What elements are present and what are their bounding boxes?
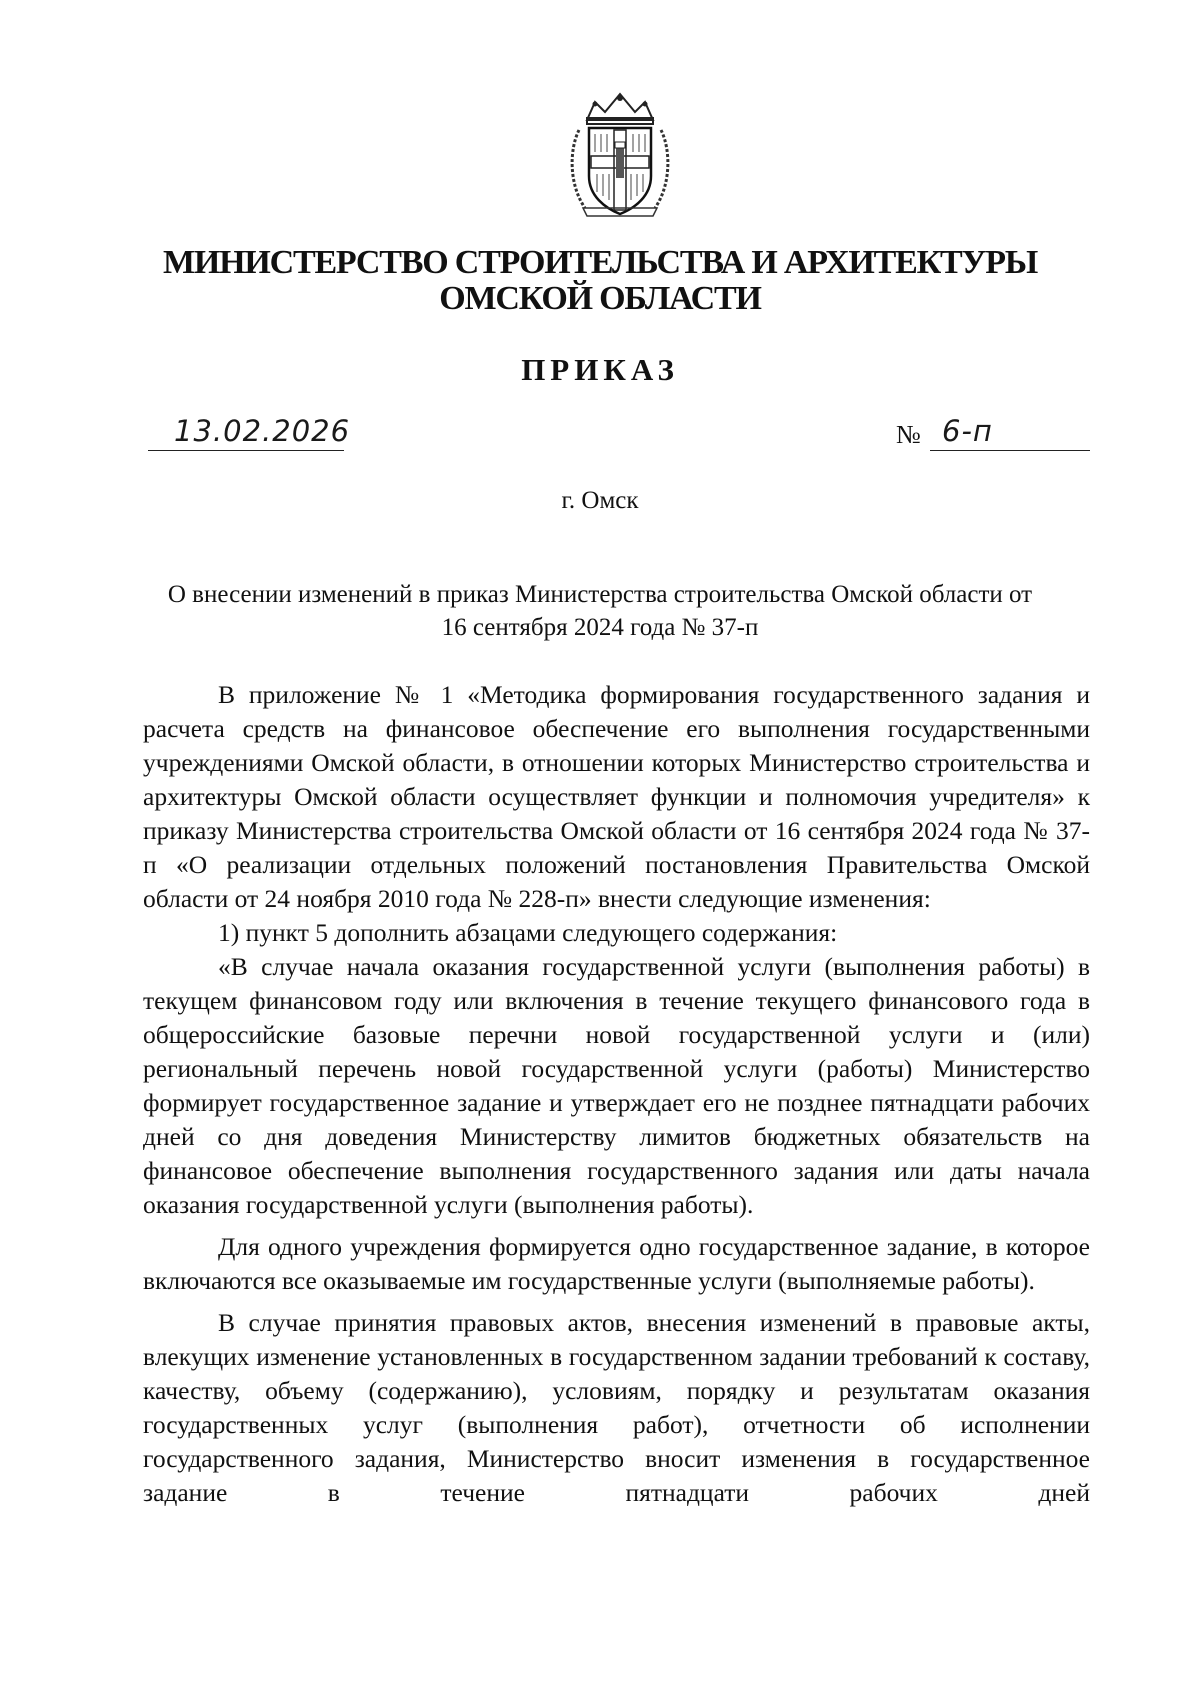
city-line: г. Омск: [561, 487, 639, 514]
order-date: 13.02.2026: [174, 414, 351, 448]
document-type-heading: ПРИКАЗ: [521, 352, 679, 387]
coat-of-arms-emblem: [565, 90, 675, 220]
order-number-field: [930, 414, 1090, 451]
paragraph-quote-start: «В случае начала оказания государственной услуги (выполнения работы) в текущем финансовом году или включения в течение текущего финансового года в общероссийские базовые перечни новой государственной услуги и (или) региональный перечень новой государственной услуги (работы) Министерство формирует государственное задание и утверждает его не позднее пятнадцати рабочих дней со дня доведения Министерству лимитов бюджетных обязательств на финансовое обеспечение выполнения государственного задания или даты начала оказания государственной услуги (выполнения работы).: [143, 952, 1090, 1219]
paragraph-item-1: 1) пункт 5 дополнить абзацами следующего содержания:: [218, 918, 838, 947]
number-sign: №: [896, 420, 921, 449]
order-number: 6-п: [942, 414, 993, 448]
order-date-field: [148, 414, 351, 451]
order-title: О внесении изменений в приказ Министерства строительства Омской области от 16 сентября 2024 года № 37-п: [167, 581, 1033, 641]
ministry-name-line1: МИНИСТЕРСТВО СТРОИТЕЛЬСТВА И АРХИТЕКТУРЫ: [162, 244, 1038, 281]
paragraph-single-task: Для одного учреждения формируется одно государственное задание, в которое включаются все оказываемые им государственные услуги (выполняемые работы).: [143, 1232, 1090, 1295]
order-body: [143, 678, 1090, 1510]
paragraph-intro: В приложение № 1 «Методика формирования государственного задания и расчета средств на финансовое обеспечение его выполнения государственными учреждениями Омской области, в отношении которых Министерство строительства и архитектуры Омской области осуществляет функции и полномочия учредителя» к приказу Министерства строительства Омской области от 16 сентября 2024 года № 37-п «О реализации отдельных положений постановления Правительства Омской области от 24 ноября 2010 года № 228-п» внести следующие изменения:: [143, 680, 1090, 913]
ministry-name-line2: ОМСКОЙ ОБЛАСТИ: [439, 280, 761, 317]
paragraph-legal-acts: В случае принятия правовых актов, внесения изменений в правовые акты, влекущих изменение установленных в государственном задании требований к составу, качеству, объему (содержанию), условиям, порядку и результатам оказания государственных услуг (выполнения работ), отчетности об исполнении государственного задания, Министерство вносит изменения в государственное задание в течение пятнадцати рабочих дней: [143, 1308, 1090, 1507]
